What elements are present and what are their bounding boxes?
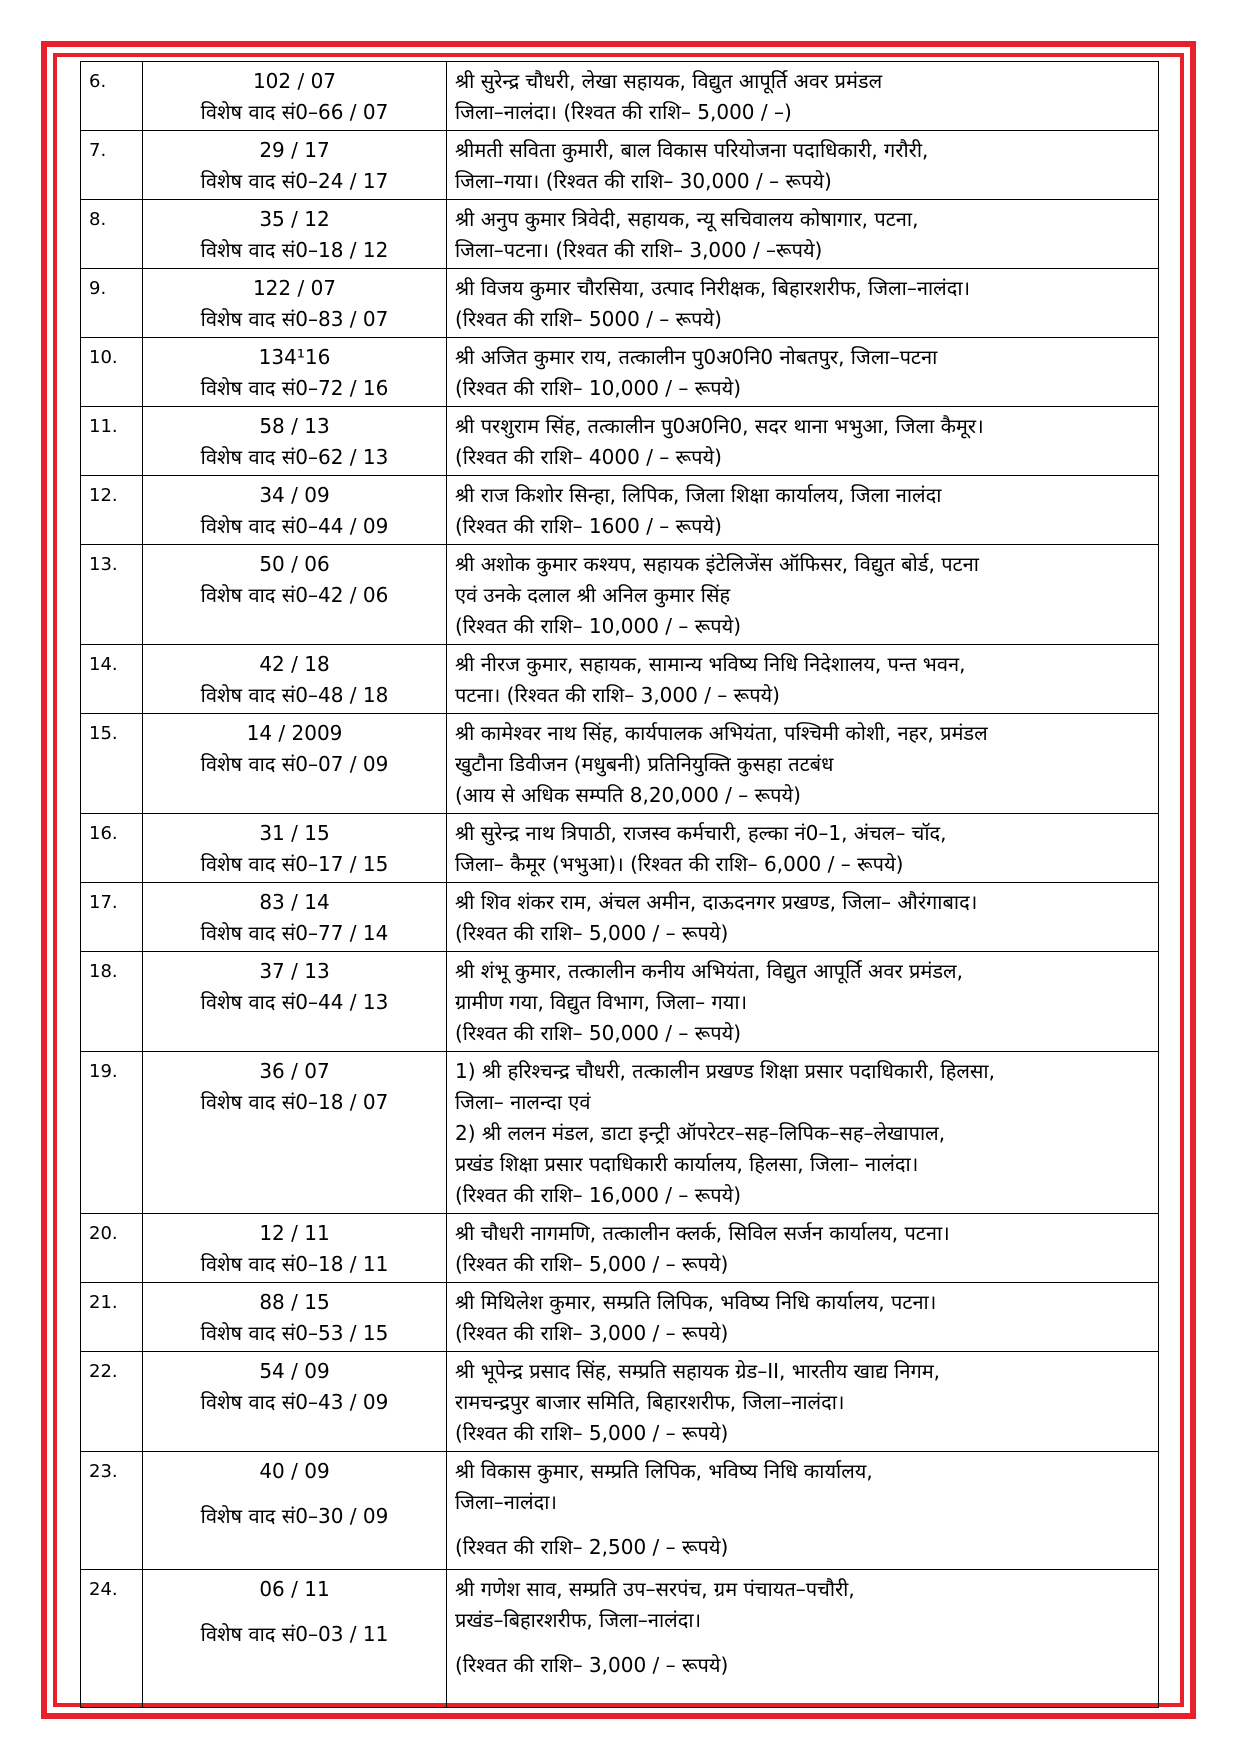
description-line: (आय से अधिक सम्पति 8,20,000 / – रूपये) [455,783,801,807]
serial-number: 11. [81,407,143,476]
description-line: खुटौना डिवीजन (मधुबनी) प्रतिनियुक्ति कुसहा तटबंध [455,752,834,776]
table-row [81,200,1159,269]
description-line: श्री सुरेन्द्र चौधरी, लेखा सहायक, विद्युत आपूर्ति अवर प्रमंडल [455,69,883,93]
special-case-number: विशेष वाद सं0–07 / 09 [200,752,389,776]
special-case-number: विशेष वाद सं0–66 / 07 [200,100,389,124]
case-number: 122 / 07 [252,276,337,300]
special-case-number: विशेष वाद सं0–44 / 09 [200,514,389,538]
table-row [81,545,1159,645]
description-line: श्री अनुप कुमार त्रिवेदी, सहायक, न्यू सचिवालय कोषागार, पटना, [455,207,919,231]
description-line: जिला–नालंदा। (रिश्वत की राशि– 5,000 / –) [455,100,792,124]
table-row [81,131,1159,200]
accused-description [447,814,1159,883]
case-cell [143,1214,447,1283]
case-cell [143,1352,447,1452]
serial-number: 22. [81,1352,143,1452]
case-number: 37 / 13 [259,959,330,983]
table-row [81,476,1159,545]
case-cell [143,269,447,338]
description-line: श्री अशोक कुमार कश्यप, सहायक इंटेलिजेंस ऑफिसर, विद्युत बोर्ड, पटना [455,552,979,576]
description-line: (रिश्वत की राशि– 5,000 / – रूपये) [455,1421,729,1445]
special-case-number: विशेष वाद सं0–24 / 17 [200,169,389,193]
description-line: (रिश्वत की राशि– 4000 / – रूपये) [455,445,722,469]
description-line: पटना। (रिश्वत की राशि– 3,000 / – रूपये) [455,683,780,707]
serial-number: 10. [81,338,143,407]
description-line: श्री विकास कुमार, सम्प्रति लिपिक, भविष्य निधि कार्यालय, [455,1459,873,1483]
description-line: श्री शिव शंकर राम, अंचल अमीन, दाऊदनगर प्रखण्ड, जिला– औरंगाबाद। [455,890,978,914]
description-line: (रिश्वत की राशि– 3,000 / – रूपये) [455,1653,729,1677]
description-line: जिला–पटना। (रिश्वत की राशि– 3,000 / –रूपये) [455,238,823,262]
description-line: श्री नीरज कुमार, सहायक, सामान्य भविष्य निधि निदेशालय, पन्त भवन, [455,652,966,676]
serial-number: 14. [81,645,143,714]
table-row [81,1352,1159,1452]
case-number: 34 / 09 [259,483,330,507]
serial-number: 17. [81,883,143,952]
accused-description [447,714,1159,814]
case-number: 54 / 09 [259,1359,330,1383]
description-line: प्रखंड शिक्षा प्रसार पदाधिकारी कार्यालय, हिलसा, जिला– नालंदा। [455,1152,919,1176]
special-case-number: विशेष वाद सं0–53 / 15 [200,1321,389,1345]
special-case-number: विशेष वाद सं0–43 / 09 [200,1390,389,1414]
table-row [81,714,1159,814]
case-cell [143,131,447,200]
case-number: 14 / 2009 [246,721,343,745]
accused-description [447,883,1159,952]
description-line: श्री गणेश साव, सम्प्रति उप–सरपंच, ग्रम पंचायत–पचौरी, [455,1577,855,1601]
case-cell [143,476,447,545]
case-cell [143,1570,447,1708]
case-cell [143,714,447,814]
serial-number: 18. [81,952,143,1052]
special-case-number: विशेष वाद सं0–18 / 12 [200,238,389,262]
serial-number: 21. [81,1283,143,1352]
serial-number: 16. [81,814,143,883]
serial-number: 8. [81,200,143,269]
case-number: 50 / 06 [259,552,330,576]
description-line: (रिश्वत की राशि– 10,000 / – रूपये) [455,376,742,400]
description-line: श्री परशुराम सिंह, तत्कालीन पु0अ0नि0, सदर थाना भभुआ, जिला कैमूर। [455,414,984,438]
description-line: (रिश्वत की राशि– 3,000 / – रूपये) [455,1321,729,1345]
description-line: श्री भूपेन्द्र प्रसाद सिंह, सम्प्रति सहायक ग्रेड–II, भारतीय खाद्य निगम, [455,1359,941,1383]
special-case-number: विशेष वाद सं0–30 / 09 [200,1504,389,1528]
accused-description [447,131,1159,200]
table-row [81,407,1159,476]
case-records-body [81,62,1159,1708]
serial-number: 23. [81,1452,143,1570]
accused-description [447,476,1159,545]
special-case-number: विशेष वाद सं0–83 / 07 [200,307,389,331]
table-row [81,1283,1159,1352]
case-cell [143,814,447,883]
serial-number: 24. [81,1570,143,1708]
description-line: जिला– कैमूर (भभुआ)। (रिश्वत की राशि– 6,000 / – रूपये) [455,852,904,876]
case-records-table [80,61,1159,1708]
case-cell [143,1052,447,1214]
table-row [81,338,1159,407]
description-line: जिला–गया। (रिश्वत की राशि– 30,000 / – रूपये) [455,169,832,193]
description-line: श्री विजय कुमार चौरसिया, उत्पाद निरीक्षक, बिहारशरीफ, जिला–नालंदा। [455,276,971,300]
description-line: (रिश्वत की राशि– 10,000 / – रूपये) [455,614,742,638]
case-cell [143,1283,447,1352]
case-number: 12 / 11 [259,1221,330,1245]
special-case-number: विशेष वाद सं0–18 / 11 [200,1252,389,1276]
description-line: श्री अजित कुमार राय, तत्कालीन पु0अ0नि0 नोबतपुर, जिला–पटना [455,345,938,369]
accused-description [447,1352,1159,1452]
accused-description [447,269,1159,338]
case-cell [143,407,447,476]
description-line: रामचन्द्रपुर बाजार समिति, बिहारशरीफ, जिला–नालंदा। [455,1390,845,1414]
table-row [81,645,1159,714]
serial-number: 9. [81,269,143,338]
accused-description [447,1283,1159,1352]
description-line: (रिश्वत की राशि– 2,500 / – रूपये) [455,1535,729,1559]
case-number: 83 / 14 [259,890,330,914]
description-line: श्रीमती सविता कुमारी, बाल विकास परियोजना पदाधिकारी, गरौरी, [455,138,929,162]
description-line: जिला– नालन्दा एवं [455,1090,591,1114]
case-cell [143,952,447,1052]
table-row [81,1214,1159,1283]
case-number: 42 / 18 [259,652,330,676]
description-line: एवं उनके दलाल श्री अनिल कुमार सिंह [455,583,731,607]
description-line: श्री मिथिलेश कुमार, सम्प्रति लिपिक, भविष्य निधि कार्यालय, पटना। [455,1290,937,1314]
case-number: 35 / 12 [259,207,330,231]
description-line: (रिश्वत की राशि– 50,000 / – रूपये) [455,1021,742,1045]
serial-number: 12. [81,476,143,545]
table-row [81,1452,1159,1570]
special-case-number: विशेष वाद सं0–48 / 18 [200,683,389,707]
description-line: (रिश्वत की राशि– 5,000 / – रूपये) [455,1252,729,1276]
accused-description [447,407,1159,476]
description-line: श्री चौधरी नागमणि, तत्कालीन क्लर्क, सिविल सर्जन कार्यालय, पटना। [455,1221,950,1245]
special-case-number: विशेष वाद सं0–44 / 13 [200,990,389,1014]
description-line: (रिश्वत की राशि– 1600 / – रूपये) [455,514,722,538]
special-case-number: विशेष वाद सं0–17 / 15 [200,852,389,876]
case-number: 29 / 17 [259,138,330,162]
accused-description [447,952,1159,1052]
accused-description [447,1052,1159,1214]
case-cell [143,883,447,952]
special-case-number: विशेष वाद सं0–18 / 07 [200,1090,389,1114]
case-number: 40 / 09 [259,1459,330,1483]
serial-number: 6. [81,62,143,131]
accused-description [447,338,1159,407]
line-gap [455,1518,1150,1532]
description-line: प्रखंड–बिहारशरीफ, जिला–नालंदा। [455,1608,702,1632]
serial-number: 19. [81,1052,143,1214]
accused-description [447,1570,1159,1708]
serial-number: 7. [81,131,143,200]
table-row [81,883,1159,952]
special-case-number: विशेष वाद सं0–62 / 13 [200,445,389,469]
accused-description [447,645,1159,714]
special-case-number: विशेष वाद सं0–77 / 14 [200,921,389,945]
description-line: श्री राज किशोर सिन्हा, लिपिक, जिला शिक्षा कार्यालय, जिला नालंदा [455,483,942,507]
case-cell [143,62,447,131]
special-case-number: विशेष वाद सं0–03 / 11 [200,1622,389,1646]
table-row [81,1570,1159,1708]
serial-number: 13. [81,545,143,645]
case-cell [143,200,447,269]
serial-number: 20. [81,1214,143,1283]
table-row [81,1052,1159,1214]
case-number: 36 / 07 [259,1059,330,1083]
case-cell [143,545,447,645]
description-line: 2) श्री ललन मंडल, डाटा इन्ट्री ऑपरेटर–सह–लिपिक–सह–लेखापाल, [455,1121,946,1145]
accused-description [447,1452,1159,1570]
accused-description [447,62,1159,131]
description-line: श्री शंभू कुमार, तत्कालीन कनीय अभियंता, विद्युत आपूर्ति अवर प्रमंडल, [455,959,963,983]
case-number: 06 / 11 [259,1577,330,1601]
serial-number: 15. [81,714,143,814]
accused-description [447,545,1159,645]
description-line: (रिश्वत की राशि– 5000 / – रूपये) [455,307,722,331]
special-case-number: विशेष वाद सं0–42 / 06 [200,583,389,607]
case-number: 31 / 15 [259,821,330,845]
description-line: ग्रामीण गया, विद्युत विभाग, जिला– गया। [455,990,748,1014]
table-row [81,62,1159,131]
case-number: 102 / 07 [252,69,337,93]
table-row [81,952,1159,1052]
case-cell [143,645,447,714]
description-line: जिला–नालंदा। [455,1490,557,1514]
table-row [81,269,1159,338]
special-case-number: विशेष वाद सं0–72 / 16 [200,376,389,400]
description-line: (रिश्वत की राशि– 16,000 / – रूपये) [455,1183,742,1207]
case-number: 134¹16 [258,345,331,369]
description-line: श्री कामेश्वर नाथ सिंह, कार्यपालक अभियंता, पश्चिमी कोशी, नहर, प्रमंडल [455,721,988,745]
table-row [81,814,1159,883]
case-cell [143,338,447,407]
accused-description [447,200,1159,269]
case-cell [143,1452,447,1570]
description-line: (रिश्वत की राशि– 5,000 / – रूपये) [455,921,729,945]
case-number: 58 / 13 [259,414,330,438]
description-line: श्री सुरेन्द्र नाथ त्रिपाठी, राजस्व कर्मचारी, हल्का नं0–1, अंचल– चॉद, [455,821,947,845]
description-line: 1) श्री हरिश्चन्द्र चौधरी, तत्कालीन प्रखण्ड शिक्षा प्रसार पदाधिकारी, हिलसा, [455,1059,995,1083]
case-number: 88 / 15 [259,1290,330,1314]
line-gap [455,1636,1150,1650]
accused-description [447,1214,1159,1283]
